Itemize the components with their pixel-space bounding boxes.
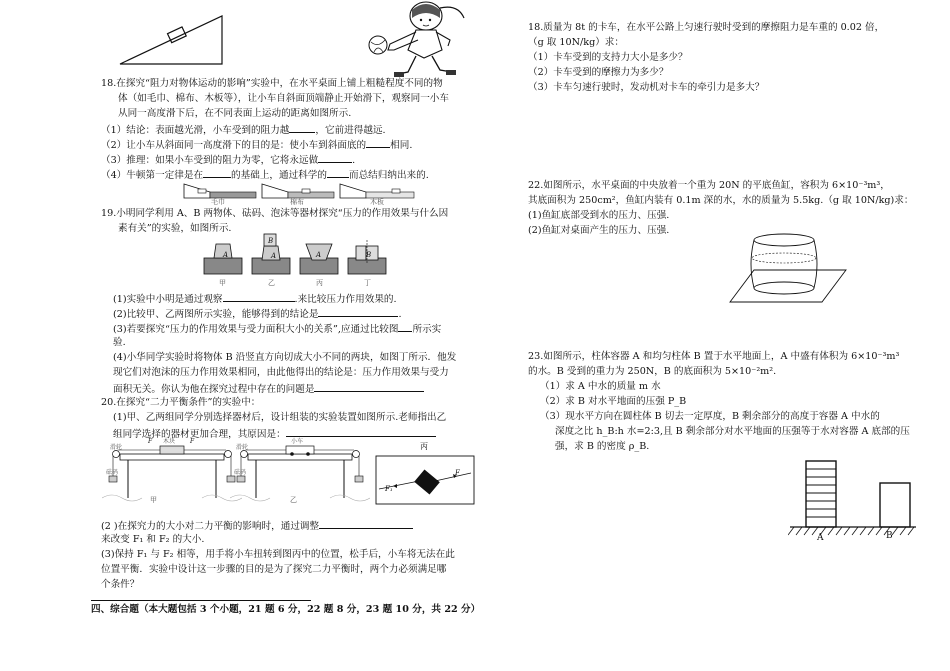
q19-part2-blank[interactable]	[318, 306, 398, 317]
q18-stem-line1: 18.在探究“阻力对物体运动的影响”实验中，在水平桌面上铺上粗糙程度不同的物	[101, 78, 443, 89]
foam-label-bing: 丙	[316, 279, 323, 287]
q20-part3-line2: 位置平衡．实验中设计这一步骤的目的是为了探究二力平衡时，两个力必须满足哪	[101, 564, 447, 575]
q18b-part3: （3）卡车匀速行驶时，发动机对卡车的牵引力是多大？	[528, 82, 765, 93]
q19-part4-line3-text: 面积无关。你认为他在探究过程中存在的问题是	[113, 384, 315, 395]
q18-part3-text-a: （3）推理：如果小车受到的阻力为零，它将永远做	[101, 155, 319, 166]
balance-label-jia: 甲	[150, 496, 157, 504]
balance-bing-force-f: F	[455, 469, 460, 477]
q23-part2: （2）求 B 对水平地面的压强 P_B	[540, 396, 687, 407]
q19-part2-text-a: (2)比较甲、乙两图所示实验，能够得到的结论是	[113, 309, 319, 320]
q18-part1-blank[interactable]	[289, 122, 315, 133]
q18b-part1: （1）卡车受到的支持力大小是多少？	[528, 52, 688, 63]
fish-tank-figure	[728, 232, 848, 304]
q20-part2-cont: 来改变 F₁ 和 F₂ 的大小.	[101, 534, 205, 545]
surface-label-towel: 毛巾	[211, 198, 225, 206]
q18-part4-text-a: （4）牛顿第一定律是在	[101, 170, 204, 181]
q18b-part2: （2）卡车受到的摩擦力为多少？	[528, 67, 669, 78]
q19-part4-line1: (4)小华同学实验时将物体 B 沿竖直方向切成大小不同的两块，如图丁所示．他发	[113, 352, 457, 363]
balance-jia-weight-label: 砝码	[106, 469, 119, 476]
q19-part3	[113, 321, 441, 338]
foam-block-a-3: A	[316, 251, 322, 259]
q19-part3-text-a: (3)若要探究“压力的作用效果与受力面积大小的关系”,应通过比较图	[113, 324, 399, 335]
balance-yi-car-label: 小车	[291, 438, 304, 445]
balance-jia-force-left: F	[148, 438, 153, 445]
balance-yi-pulley-label: 滑轮	[236, 444, 249, 451]
q22-part1: (1)鱼缸底部受到水的压力、压强.	[528, 210, 670, 221]
section4-heading: 四、综合题（本大题包括 3 个小题，21 题 6 分，22 题 8 分，23 题 10 分，共 22 分）	[91, 604, 481, 615]
q18-part3-text-b: .	[352, 155, 356, 166]
q19-part1-text-a: (1)实验中小明是通过观察	[113, 294, 223, 305]
q20-part1-line1: (1)甲、乙两组同学分别选择器材后，设计组装的实验装置如图所示.老师指出乙	[113, 412, 447, 423]
q23-part3-line1: （3）现水平方向在圆柱体 B 切去一定厚度，B 剩余部分的高度于容器 A 中水的	[540, 411, 880, 422]
q18-part2-text-a: （2）让小车从斜面同一高度滑下的目的是：使小车到斜面底的	[101, 140, 367, 151]
balance-figure-yi	[230, 438, 370, 508]
q18b-stem-line2: （g 取 10N/kg）求：	[528, 37, 624, 48]
balance-bing-force-f1: F₁	[385, 485, 393, 493]
q18-part4-text-b: 的基础上，通过科学的	[231, 170, 327, 181]
cylinder-label-b: B	[886, 531, 893, 541]
balance-jia-wood-label: 木块	[163, 438, 176, 445]
q20-stem: 20.在探究“二力平衡条件”的实验中：	[101, 397, 261, 408]
container-label-a: A	[817, 533, 824, 543]
balance-label-yi: 乙	[290, 496, 297, 504]
q18b-stem-line1: 18.质量为 8t 的卡车，在水平公路上匀速行驶时受到的摩擦阻力是车重的 0.02 倍，	[528, 22, 885, 33]
incline-figure	[118, 12, 228, 70]
balance-label-bing: 丙	[420, 442, 428, 451]
q23-part1: （1）求 A 中水的质量 m 水	[540, 381, 661, 392]
balance-jia-pulley-label: 滑轮	[110, 444, 123, 451]
foam-label-ding: 丁	[364, 279, 371, 287]
q20-part3-line3: 个条件？	[101, 579, 140, 590]
q22-stem-line1: 22.如图所示，水平桌面的中央放着一个重为 20N 的平底鱼缸，容积为 6×10⁻³m³，	[528, 180, 890, 191]
q22-stem-line2: 其底面积为 250cm²，鱼缸内装有 0.1m 深的水，水的质量为 5.5kg.（g 取 10N/kg)求：	[528, 195, 914, 206]
q19-stem-line2: 素有关”的实验，如图所示.	[118, 223, 232, 234]
q23-part3-line2: 深度之比 h_B:h 水=2:3,且 B 剩余部分对水平地面的压强等于水对容器 A 底部的压	[555, 426, 910, 437]
q18-stem-line3: 从同一高度滑下后，在不同表面上运动的距离如图所示.	[118, 108, 352, 119]
foam-block-a-1: A	[223, 251, 229, 259]
q20-part2-text-a: (2 )在探究力的大小对二力平衡的影响时，通过调整	[101, 521, 320, 532]
q20-part1-line2-text: 组同学选择的器材更加合理，其原因是：	[113, 429, 286, 440]
balance-yi-weight-label: 砝码	[234, 469, 247, 476]
q23-part3-line3: 强，求 B 的密度 ρ_B.	[555, 441, 650, 452]
q18-stem-line2: 体（如毛巾、棉布、木板等），让小车自斜面顶端静止开始滑下，观察同一小车	[118, 93, 449, 104]
balance-figure-jia	[102, 438, 242, 508]
q18-part1-text-a: （1）结论：表面越光滑，小车受到的阻力越	[101, 125, 290, 136]
q20-part2-blank[interactable]	[319, 518, 413, 529]
section-divider	[91, 600, 311, 601]
q18-part2-text-b: 相同.	[390, 140, 413, 151]
q19-part3-text-b: 所示实	[412, 324, 442, 335]
foam-block-b-2: B	[366, 251, 372, 259]
q18-part2-blank[interactable]	[366, 137, 390, 148]
container-cylinder-figure	[788, 455, 918, 537]
q23-stem-line2: 的水。B 受到的重力为 250N，B 的底面积为 5×10⁻²m².	[528, 366, 777, 377]
q19-part4-blank[interactable]	[314, 381, 424, 392]
q19-part3-cont: 验.	[113, 337, 126, 348]
q22-part2: (2)鱼缸对桌面产生的压力、压强.	[528, 225, 670, 236]
q20-part1-blank[interactable]	[286, 426, 436, 437]
balance-figure-bing	[375, 455, 475, 505]
q19-part4-line2: 现它们对泡沫的压力作用效果相同，由此他得出的结论是：压力作用效果与受力	[113, 367, 449, 378]
surface-label-cotton: 棉布	[290, 198, 304, 206]
q18-part1-text-b: ，它前进得越远.	[315, 125, 386, 136]
foam-block-b-1: B	[268, 237, 274, 245]
q18-part3-blank[interactable]	[318, 152, 352, 163]
q20-part3-line1: (3)保持 F₁ 与 F₂ 相等，用手将小车扭转到图丙中的位置，松手后，小车将无法在此	[101, 549, 455, 560]
q19-part2-text-b: .	[398, 309, 402, 320]
q19-part1-blank[interactable]	[223, 291, 295, 302]
foam-block-a-2: A	[271, 252, 277, 260]
foam-label-jia: 甲	[219, 279, 226, 287]
surface-label-wood: 木板	[370, 198, 384, 206]
foam-label-yi: 乙	[268, 279, 275, 287]
balance-jia-force-right: F	[190, 438, 195, 445]
q19-stem-line1: 19.小明同学利用 A、B 两物体、砝码、泡沫等器材探究“压力的作用效果与什么因	[101, 208, 449, 219]
q19-part1-text-b: .来比较压力作用效果的.	[294, 294, 397, 305]
q18-part4-blank-2[interactable]	[327, 167, 349, 178]
q19-part3-blank[interactable]	[398, 321, 412, 332]
q23-stem-line1: 23.如图所示，柱体容器 A 和均匀柱体 B 置于水平地面上，A 中盛有体积为 6×10⁻³m³	[528, 351, 900, 362]
q18-part4-blank-1[interactable]	[203, 167, 231, 178]
q18-part4-text-c: 而总结归纳出来的.	[348, 170, 429, 181]
volleyball-girl-figure	[368, 0, 478, 82]
